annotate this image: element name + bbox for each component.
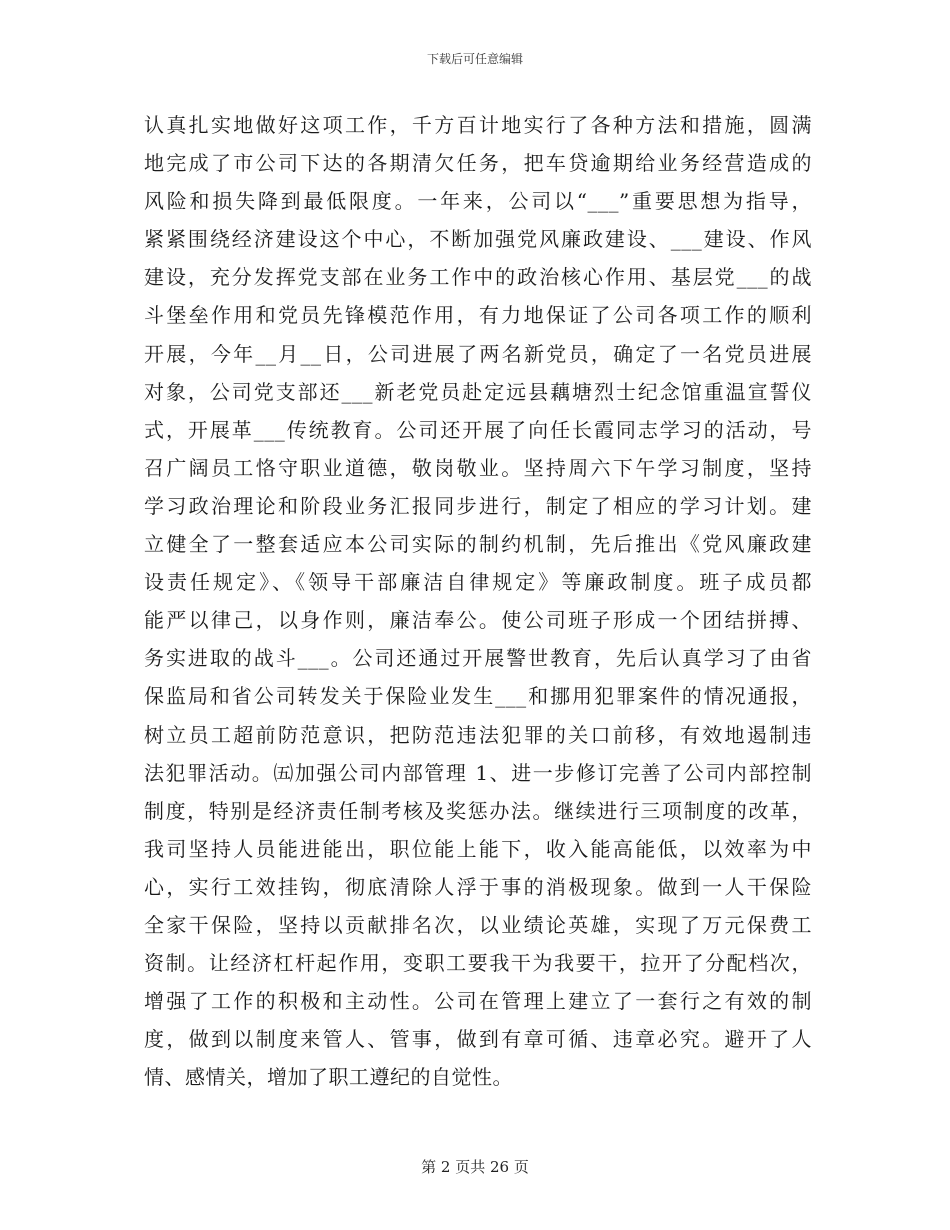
- page-header: 下载后可任意编辑: [426, 52, 523, 66]
- body-line: 立健全了一整套适应本公司实际的制约机制，先后推出《党风廉政建: [144, 532, 812, 557]
- body-line: 保监局和省公司转发关于保险业发生___和挪用犯罪案件的情况通报，: [144, 684, 812, 709]
- body-text: [144, 106, 812, 1096]
- body-line: 紧紧围绕经济建设这个中心，不断加强党风廉政建设、___建设、作风: [144, 227, 812, 252]
- body-line: 务实进取的战斗___。公司还通过开展警世教育，先后认真学习了由省: [144, 646, 812, 671]
- body-line: 地完成了市公司下达的各期清欠任务，把车贷逾期给业务经营造成的: [144, 151, 812, 176]
- body-line: 斗堡垒作用和党员先锋模范作用，有力地保证了公司各项工作的顺利: [144, 303, 812, 328]
- body-line: 建设，充分发挥党支部在业务工作中的政治核心作用、基层党___的战: [144, 265, 812, 290]
- body-line: 风险和损失降到最低限度。一年来，公司以“___”重要思想为指导，: [144, 189, 812, 214]
- body-line: 认真扎实地做好这项工作，千方百计地实行了各种方法和措施，圆满: [144, 113, 812, 137]
- body-line: 对象，公司党支部还___新老党员赴定远县藕塘烈士纪念馆重温宣誓仪: [144, 379, 812, 404]
- body-line: 能严以律己，以身作则，廉洁奉公。使公司班子形成一个团结拼搏、: [144, 608, 812, 633]
- body-line: 度，做到以制度来管人、管事，做到有章可循、违章必究。避开了人: [144, 1027, 812, 1052]
- body-line: 心，实行工效挂钩，彻底清除人浮于事的消极现象。做到一人干保险: [144, 874, 812, 899]
- body-line: 式，开展革___传统教育。公司还开展了向任长霞同志学习的活动，号: [144, 417, 812, 442]
- body-line: 召广阔员工恪守职业道德，敬岗敬业。坚持周六下午学习制度，坚持: [144, 455, 812, 480]
- body-line: 情、感情关，增加了职工遵纪的自觉性。: [144, 1065, 513, 1090]
- body-line: 树立员工超前防范意识，把防范违法犯罪的关口前移，有效地遏制违: [144, 722, 812, 747]
- body-line: 我司坚持人员能进能出，职位能上能下，收入能高能低，以效率为中: [144, 836, 812, 861]
- body-line: 制度，特别是经济责任制考核及奖惩办法。继续进行三项制度的改革，: [144, 798, 812, 823]
- body-line: 法犯罪活动。㈤加强公司内部管理 1、进一步修订完善了公司内部控制: [144, 760, 812, 785]
- body-line: 开展，今年__月__日，公司进展了两名新党员，确定了一名党员进展: [144, 341, 812, 366]
- body-line: 资制。让经济杠杆起作用，变职工要我干为我要干，拉开了分配档次，: [144, 951, 812, 976]
- page-number: 第 2 页共 26 页: [421, 1158, 529, 1176]
- body-line: 设责任规定》、《领导干部廉洁自律规定》等廉政制度。班子成员都: [144, 570, 812, 595]
- body-line: 学习政治理论和阶段业务汇报同步进行，制定了相应的学习计划。建: [144, 493, 812, 518]
- body-line: 全家干保险，坚持以贡献排名次，以业绩论英雄，实现了万元保费工: [144, 912, 812, 937]
- body-line: 增强了工作的积极和主动性。公司在管理上建立了一套行之有效的制: [144, 989, 812, 1014]
